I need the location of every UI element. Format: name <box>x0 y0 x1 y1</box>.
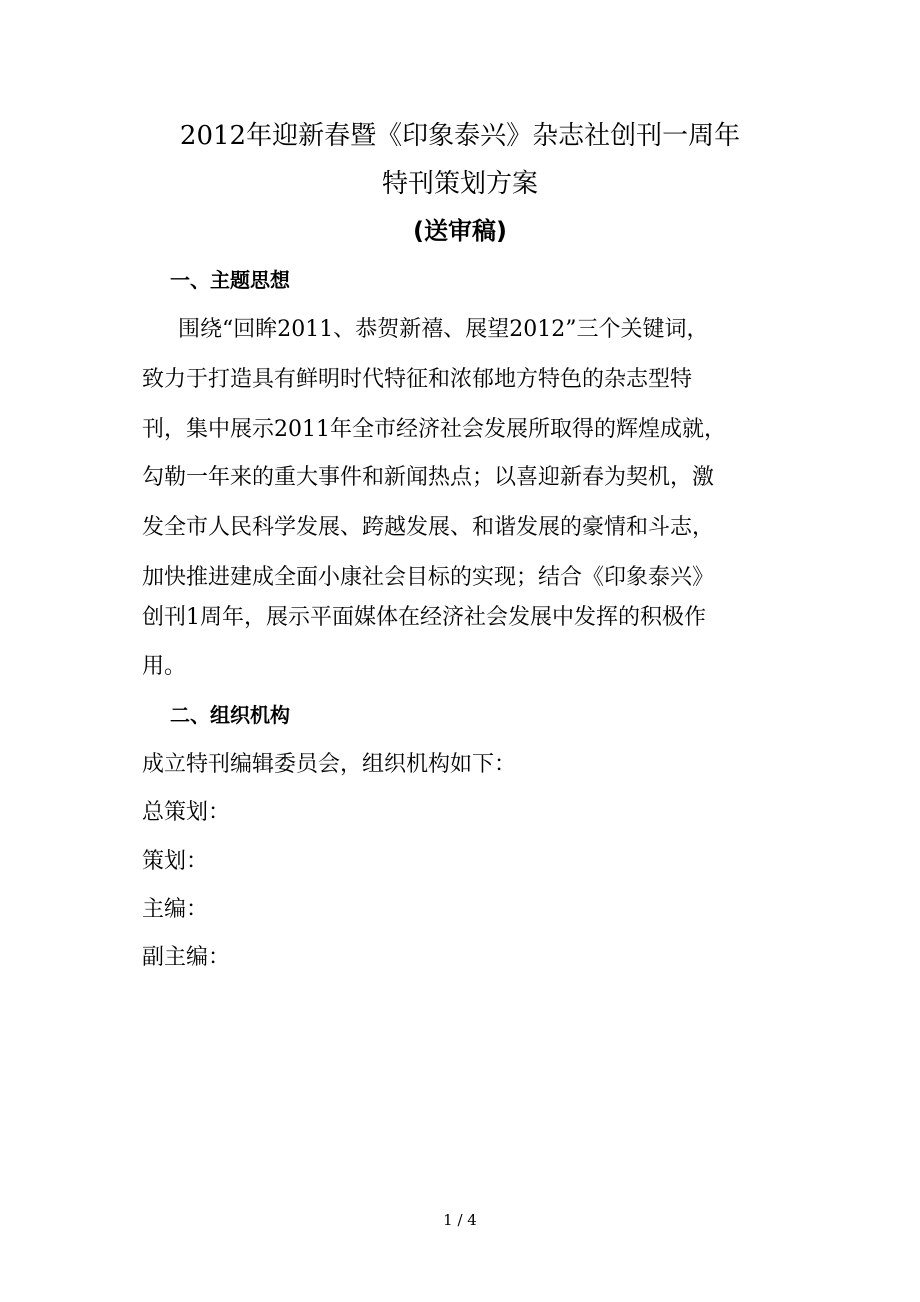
paragraph-line: 用。 <box>142 654 187 679</box>
paragraph-line: 发全市人民科学发展、跨越发展、和谐发展的豪情和斗志， <box>142 515 715 540</box>
subtitle: (送审稿) <box>413 217 507 245</box>
org-role-general-planner: 总策划： <box>142 800 231 825</box>
org-role-editor-in-chief: 主编： <box>142 897 209 922</box>
org-role-planner: 策划： <box>142 849 209 874</box>
paragraph-line: 刊，集中展示2011年全市经济社会发展所取得的辉煌成就， <box>142 417 726 442</box>
paragraph-line: 创刊1周年，展示平面媒体在经济社会发展中发挥的积极作 <box>142 605 706 630</box>
org-role-deputy-editor: 副主编： <box>142 945 231 970</box>
paragraph-line: 致力于打造具有鲜明时代特征和浓郁地方特色的杂志型特 <box>142 367 693 392</box>
section-heading: 二、组织机构 <box>170 703 290 727</box>
title-line-2: 特刊策划方案 <box>381 169 538 199</box>
paragraph-line: 加快推进建成全面小康社会目标的实现；结合《印象泰兴》 <box>142 565 715 590</box>
paragraph-line: 成立特刊编辑委员会，组织机构如下： <box>142 752 517 777</box>
section-heading: 一、主题思想 <box>170 268 290 292</box>
title-line-1: 2012年迎新春暨《印象泰兴》杂志社创刊一周年 <box>179 121 741 151</box>
paragraph-line: 勾勒一年来的重大事件和新闻热点；以喜迎新春为契机，激 <box>142 465 715 490</box>
page-number: 1 / 4 <box>443 1211 477 1229</box>
paragraph-line: 围绕“回眸2011、恭贺新禧、展望2012”三个关键词， <box>178 317 709 342</box>
